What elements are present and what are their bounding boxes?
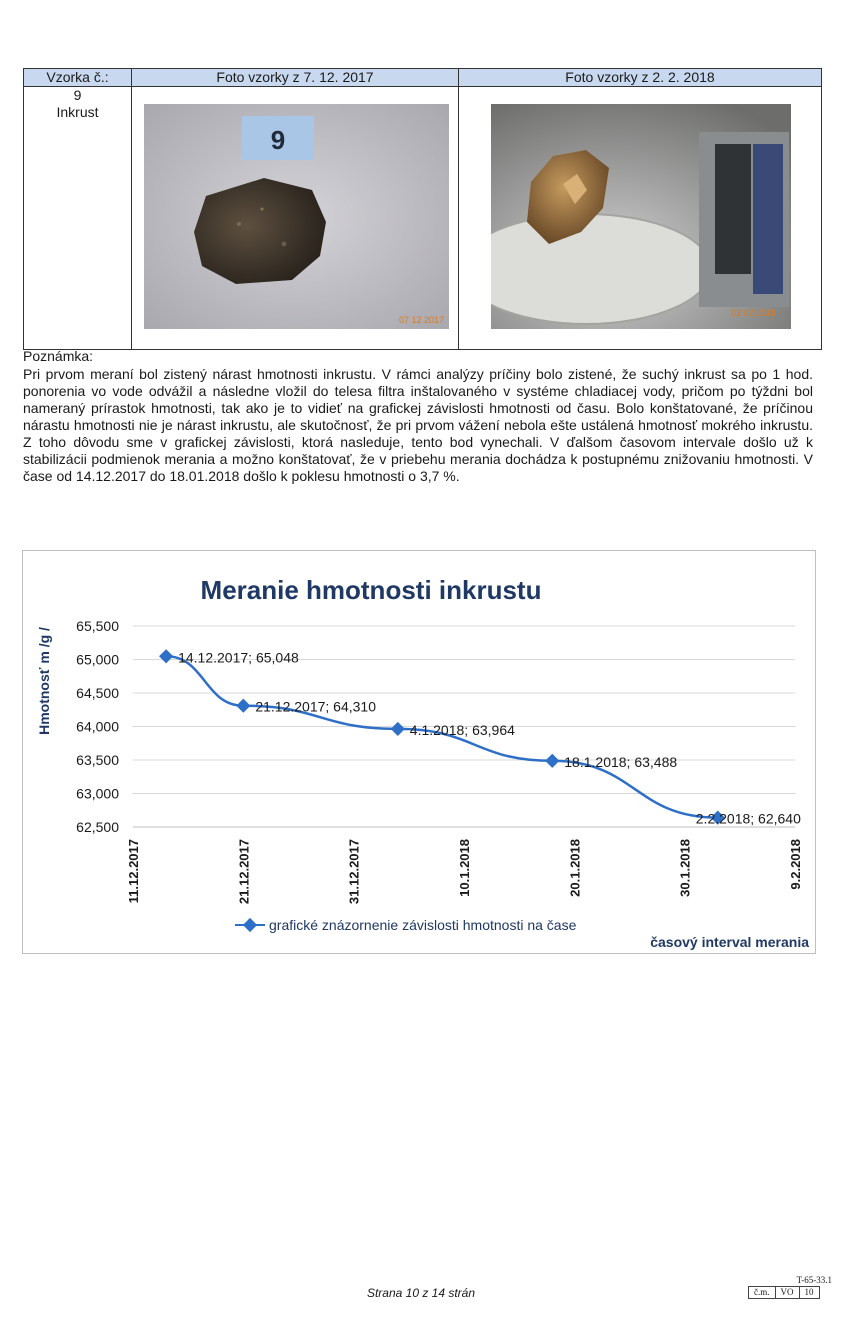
- data-labels: [178, 649, 801, 826]
- header-photo-1: Foto vzorky z 7. 12. 2017: [132, 69, 459, 87]
- legend-marker: [243, 918, 257, 932]
- x-tick-label: 9.2.2018: [788, 839, 803, 890]
- sample-photo-2017: [144, 104, 449, 329]
- data-point: [236, 699, 250, 713]
- data-label: 14.12.2017; 65,048: [178, 649, 299, 666]
- sample-id-cell: [24, 87, 132, 350]
- y-tick-label: 63,000: [76, 785, 119, 802]
- legend-label: grafické znázornenie závislosti hmotnosti na čase: [269, 917, 577, 933]
- data-label: 4.1.2018; 63,964: [409, 721, 515, 738]
- y-tick-label: 64,000: [76, 718, 119, 735]
- photo-date-stamp-2: 02 02 2018: [730, 308, 776, 318]
- x-tick-label: 30.1.2018: [677, 839, 693, 897]
- y-tick-label: 65,000: [76, 651, 119, 668]
- x-axis-label: časový interval merania: [650, 934, 809, 950]
- data-label: 18.1.2018; 63,488: [564, 753, 678, 770]
- x-tick-label: 11.12.2017: [126, 839, 141, 904]
- photo-date-stamp-1: 07 12 2017: [398, 315, 444, 325]
- chart-title: Meranie hmotnosti inkrustu: [200, 575, 542, 605]
- data-point: [545, 754, 559, 768]
- chart-frame: [22, 550, 816, 954]
- sample-table: [23, 68, 822, 350]
- note-text: Pri prvom meraní bol zistený nárast hmotnosti inkrustu. V rámci analýzy príčiny bolo zistené, že suchý inkrust sa po 1 hod. ponorenia vo vode odvážil a následne vložil do telesa filtra inštalovaného v systéme chladiacej vody, pričom po týždni bol nameraný prírastok hmotnosti, tak ako je to vidieť na grafickej závislosti hmotnosti od času. Bolo konštatované, že príčinou nárastu hmotnosti nie je nárast inkrustu, ale skutočnosť, že pri prvom vážení nebola ešte ustálená hmotnosť mokrého inkrustu. Z toho dôvodu sme v grafickej závislosti, ktorá nasleduje, tento bod vynechali. V ďalšom časovom intervale došlo už k stabilizácii podmienok merania a možno konštatovať, že v priebehu merania dochádza k postupnému znižovaniu hmotnosti. V čase od 14.12.2017 do 18.01.2018 došlo k poklesu hmotnosti o 3,7 %.: [23, 366, 813, 484]
- page-number: Strana 10 z 14 strán: [366, 1286, 476, 1300]
- x-tick-label: 10.1.2018: [457, 839, 472, 897]
- y-tick-label: 65,500: [76, 618, 119, 634]
- y-tick-label: 64,500: [76, 685, 119, 701]
- y-axis-label: Hmotnosť m /g /: [36, 627, 52, 735]
- mass-chart: [23, 551, 815, 953]
- sample-number: 9: [73, 87, 82, 103]
- x-tick-label: 21.12.2017: [236, 839, 252, 905]
- doc-box-cell: 10: [799, 1287, 819, 1298]
- data-label: 21.12.2017; 64,310: [255, 698, 377, 715]
- y-tick-label: 63,500: [76, 752, 119, 768]
- data-point: [159, 649, 173, 663]
- photo-cell-2: [459, 87, 822, 350]
- y-tick-label: 62,500: [76, 819, 119, 835]
- sample-type: Inkrust: [56, 104, 99, 120]
- header-photo-2: Foto vzorky z 2. 2. 2018: [459, 69, 822, 87]
- note-title: Poznámka:: [23, 348, 94, 364]
- data-point: [391, 722, 405, 736]
- sample-photo-2018: [491, 104, 791, 329]
- document-code: T-65-33.1: [796, 1275, 832, 1285]
- doc-box-cell: č.m.: [754, 1287, 770, 1297]
- photo-cell-1: [132, 87, 459, 350]
- x-tick-label: 20.1.2018: [567, 839, 583, 897]
- document-stamp-box: [748, 1286, 820, 1299]
- y-tick-labels: [76, 618, 119, 835]
- chart-legend: [235, 917, 577, 933]
- x-tick-labels: [126, 839, 803, 904]
- x-tick-label: 31.12.2017: [346, 839, 362, 905]
- header-sample-no: Vzorka č.:: [24, 69, 132, 87]
- data-label: 2.2.2018; 62,640: [695, 810, 801, 827]
- doc-box-cell: VO: [775, 1287, 799, 1298]
- sample-tag-label: 9: [270, 125, 286, 155]
